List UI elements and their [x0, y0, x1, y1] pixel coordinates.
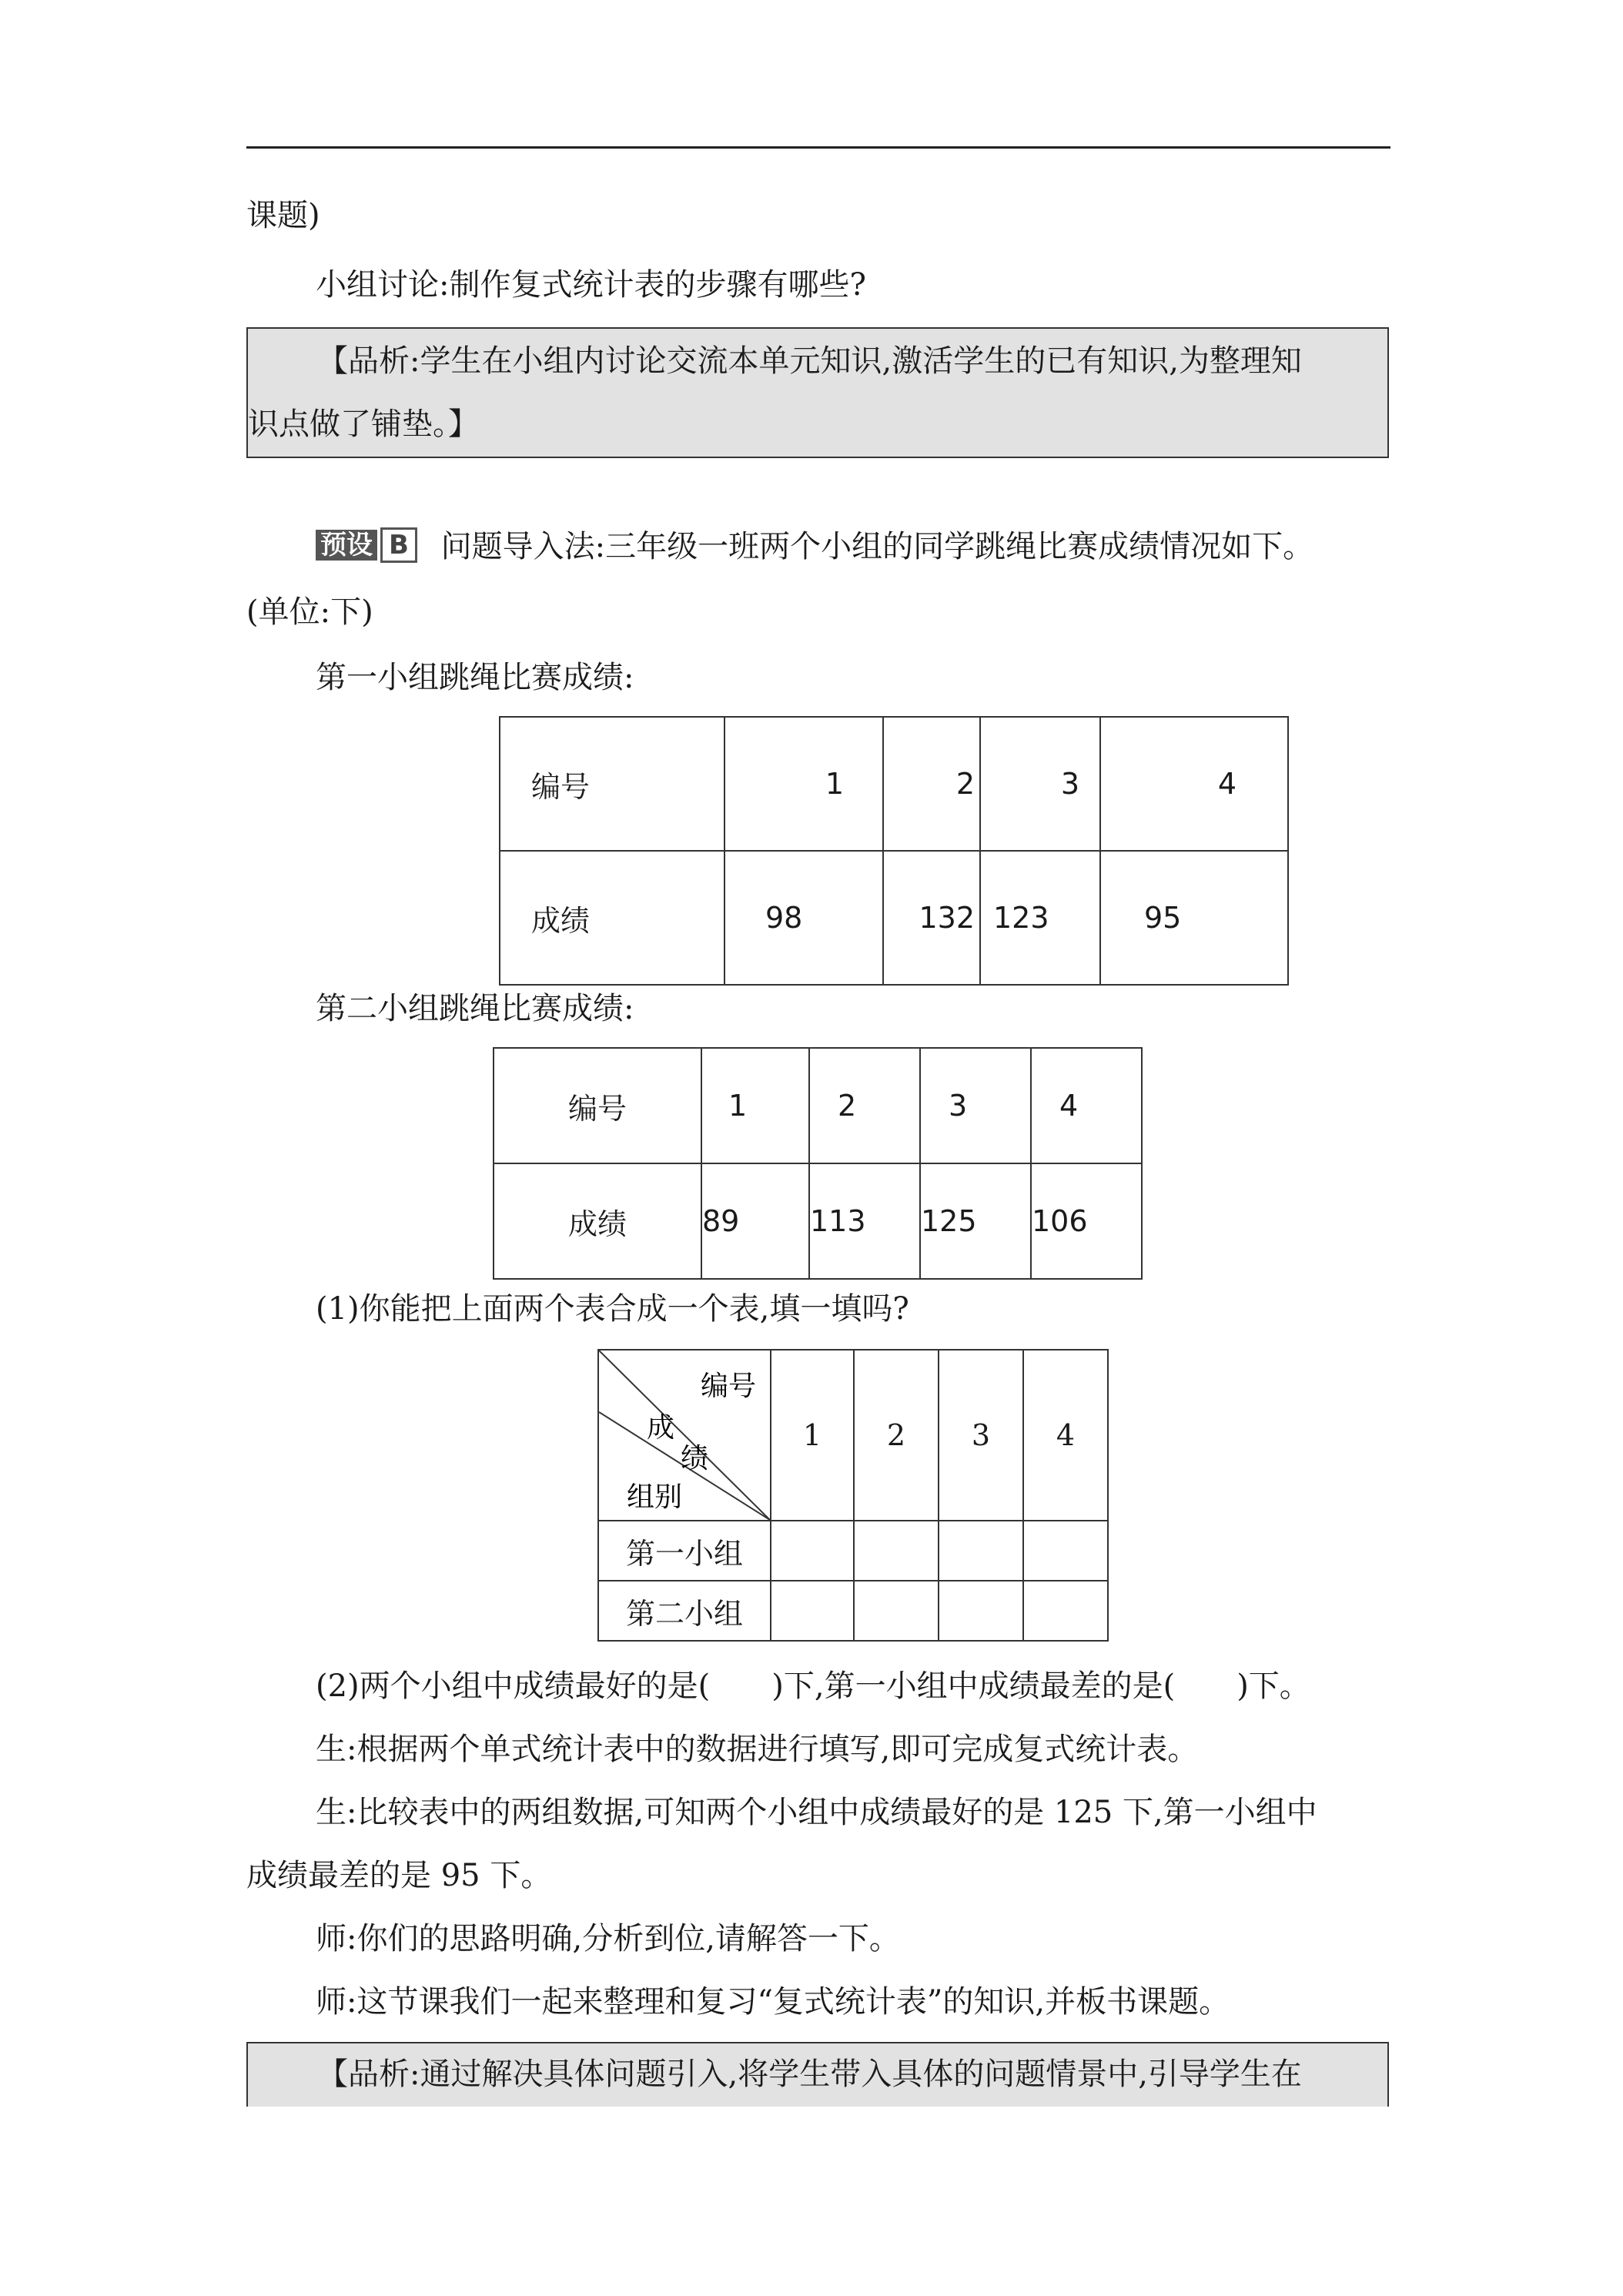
- student-answer-2-line-1: 生:比较表中的两组数据,可知两个小组中成绩最好的是 125 下,第一小组中: [316, 1795, 1317, 1830]
- analysis-1-line-2: 识点做了铺垫。】: [248, 407, 479, 442]
- group1-number: 2: [883, 717, 980, 851]
- group2-number: 2: [809, 1048, 920, 1163]
- combined-number: 3: [939, 1350, 1023, 1521]
- preset-badge: [316, 527, 417, 563]
- diag-label-mid2: 绩: [681, 1443, 709, 1474]
- analysis-box-2: [246, 2042, 1389, 2107]
- combined-number: 2: [854, 1350, 939, 1521]
- group2-caption: 第二小组跳绳比赛成绩:: [316, 991, 634, 1026]
- group1-score: 95: [1100, 851, 1288, 985]
- blank-cell[interactable]: [854, 1521, 939, 1581]
- combined-row-group2: [598, 1581, 1108, 1641]
- question-2: (2)两个小组中成绩最好的是( )下,第一小组中成绩最差的是( )下。: [316, 1668, 1310, 1704]
- blank-cell[interactable]: [1023, 1521, 1108, 1581]
- group2-number: 4: [1031, 1048, 1142, 1163]
- header-rule: [246, 146, 1390, 149]
- blank-cell[interactable]: [939, 1581, 1023, 1641]
- diagonal-header-cell: [598, 1350, 771, 1521]
- blank-cell[interactable]: [1023, 1581, 1108, 1641]
- student-answer-1: 生:根据两个单式统计表中的数据进行填写,即可完成复式统计表。: [316, 1732, 1199, 1767]
- combined-header-row: [598, 1350, 1108, 1521]
- group2-score-row: [494, 1163, 1142, 1279]
- teacher-line-2: 师:这节课我们一起来整理和复习“复式统计表”的知识,并板书课题。: [316, 1984, 1230, 2020]
- diag-label-mid1: 成: [647, 1412, 675, 1444]
- group2-score: 113: [809, 1163, 920, 1279]
- combined-number: 1: [771, 1350, 854, 1521]
- preset-badge-letter: B: [380, 527, 417, 563]
- group1-score: 123: [980, 851, 1100, 985]
- teacher-line-1: 师:你们的思路明确,分析到位,请解答一下。: [316, 1921, 900, 1956]
- student-answer-2-line-2: 成绩最差的是 95 下。: [246, 1858, 552, 1893]
- group1-number: 3: [980, 717, 1100, 851]
- top-text: 课题): [246, 198, 320, 233]
- preset-badge-label: 预设: [316, 530, 377, 561]
- group2-score: 106: [1031, 1163, 1142, 1279]
- group1-score: 98: [724, 851, 883, 985]
- diagonal-header: [599, 1350, 770, 1520]
- group1-header-label: 编号: [500, 717, 724, 851]
- combined-row-label: 第二小组: [598, 1581, 771, 1641]
- combined-row-group1: [598, 1521, 1108, 1581]
- question-1: (1)你能把上面两个表合成一个表,填一填吗?: [316, 1291, 909, 1327]
- group2-number: 3: [920, 1048, 1031, 1163]
- group1-number-row: [500, 717, 1288, 851]
- preset-text: 问题导入法:三年级一班两个小组的同学跳绳比赛成绩情况如下。: [440, 529, 1314, 564]
- unit-text: (单位:下): [246, 594, 373, 630]
- group2-number: 1: [701, 1048, 809, 1163]
- group1-number: 1: [724, 717, 883, 851]
- discussion-text: 小组讨论:制作复式统计表的步骤有哪些?: [316, 267, 866, 303]
- combined-row-label: 第一小组: [598, 1521, 771, 1581]
- combined-table: [597, 1349, 1109, 1642]
- group1-caption: 第一小组跳绳比赛成绩:: [316, 660, 634, 695]
- diag-label-bottom: 组别: [627, 1481, 683, 1513]
- group1-score-label: 成绩: [500, 851, 724, 985]
- group2-header-label: 编号: [494, 1048, 701, 1163]
- group2-score: 89: [701, 1163, 809, 1279]
- group2-score-label: 成绩: [494, 1163, 701, 1279]
- group1-table: [499, 716, 1289, 986]
- group1-score: 132: [883, 851, 980, 985]
- analysis-1-line-1: 【品析:学生在小组内讨论交流本单元知识,激活学生的已有知识,为整理知: [317, 343, 1302, 379]
- group1-number: 4: [1100, 717, 1288, 851]
- diag-label-top: 编号: [701, 1371, 757, 1402]
- combined-number: 4: [1023, 1350, 1108, 1521]
- preset-line: [316, 524, 1313, 570]
- blank-cell[interactable]: [854, 1581, 939, 1641]
- group2-score: 125: [920, 1163, 1031, 1279]
- group2-number-row: [494, 1048, 1142, 1163]
- group2-table: [493, 1047, 1143, 1280]
- blank-cell[interactable]: [939, 1521, 1023, 1581]
- blank-cell[interactable]: [771, 1581, 854, 1641]
- analysis-2-line-1: 【品析:通过解决具体问题引入,将学生带入具体的问题情景中,引导学生在: [317, 2057, 1302, 2092]
- group1-score-row: [500, 851, 1288, 985]
- blank-cell[interactable]: [771, 1521, 854, 1581]
- analysis-box-1: [246, 327, 1389, 458]
